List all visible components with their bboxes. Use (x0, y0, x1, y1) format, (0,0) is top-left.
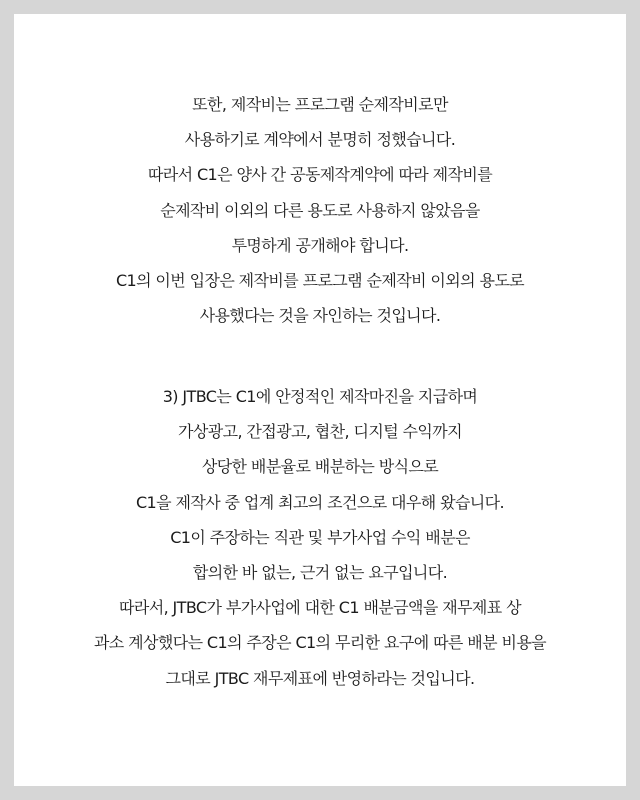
text-line: 가상광고, 간접광고, 협찬, 디지털 수익까지 (178, 422, 462, 442)
text-line: 투명하게 공개해야 합니다. (231, 235, 409, 255)
text-line: 3) JTBC는 C1에 안정적인 제작마진을 지급하며 (162, 387, 478, 406)
text-line: 순제작비 이외의 다른 용도로 사용하지 않았음을 (160, 200, 480, 220)
text-line: 따라서 C1은 양사 간 공동제작계약에 따라 제작비를 (147, 165, 493, 185)
statement-card (14, 14, 626, 786)
text-line: 사용했다는 것을 자인하는 것입니다. (199, 306, 441, 326)
text-line: 또한, 제작비는 프로그램 순제작비로만 (192, 95, 448, 114)
text-line: 사용하기로 계약에서 분명히 정했습니다. (184, 130, 456, 150)
text-line: C1을 제작사 중 업계 최고의 조건으로 대우해 왔습니다. (135, 492, 505, 512)
text-line: 합의한 바 없는, 근거 없는 요구입니다. (192, 562, 448, 582)
paragraph-revenue-distribution (14, 379, 626, 696)
text-line: C1의 이번 입장은 제작비를 프로그램 순제작비 이외의 용도로 (115, 270, 525, 290)
text-line: 따라서, JTBC가 부가사업에 대한 C1 배분금액을 재무제표 상 (119, 598, 521, 618)
text-line: 과소 계상했다는 C1의 주장은 C1의 무리한 요구에 따른 배분 비용을 (93, 633, 547, 653)
paragraph-contract-budget (14, 87, 626, 333)
text-line: C1이 주장하는 직관 및 부가사업 수익 배분은 (170, 527, 470, 547)
text-line: 그대로 JTBC 재무제표에 반영하라는 것입니다. (165, 668, 475, 688)
text-line: 상당한 배분율로 배분하는 방식으로 (201, 457, 439, 477)
